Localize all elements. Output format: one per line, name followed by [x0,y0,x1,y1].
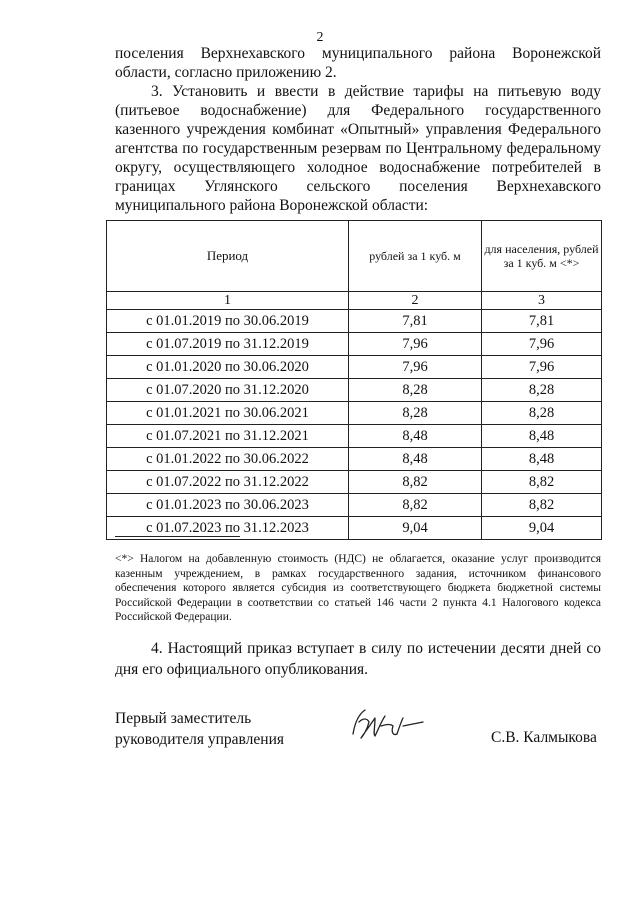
cell-period: с 01.01.2020 по 30.06.2020 [107,356,349,379]
tariff-table-body [107,221,602,540]
header-period: Период [107,221,349,292]
header-population-rate: для населения, рублей за 1 куб. м <*> [482,221,602,292]
table-row [107,379,602,402]
cell-population-rate: 8,28 [482,402,602,425]
page-number: 2 [316,30,324,45]
cell-period: с 01.07.2019 по 31.12.2019 [107,333,349,356]
cell-population-rate: 7,81 [482,310,602,333]
column-number: 1 [107,292,349,310]
table-row [107,333,602,356]
cell-period: с 01.01.2019 по 30.06.2019 [107,310,349,333]
cell-rate: 8,28 [349,402,482,425]
table-row [107,310,602,333]
cell-rate: 8,48 [349,425,482,448]
table-row [107,425,602,448]
cell-population-rate: 8,48 [482,425,602,448]
cell-rate: 7,96 [349,333,482,356]
signatory-title [115,708,284,750]
paragraph-clause-4: 4. Настоящий приказ вступает в силу по истечении десяти дней со дня его официального опубликования. [115,640,601,678]
table-row [107,356,602,379]
tariff-table [106,220,602,540]
cell-period: с 01.07.2023 по 31.12.2023 [107,517,349,540]
cell-rate: 8,82 [349,471,482,494]
cell-population-rate: 8,82 [482,494,602,517]
cell-population-rate: 8,28 [482,379,602,402]
table-row [107,448,602,471]
cell-period: с 01.07.2020 по 31.12.2020 [107,379,349,402]
cell-period: с 01.07.2022 по 31.12.2022 [107,471,349,494]
header-rate: рублей за 1 куб. м [349,221,482,292]
cell-population-rate: 8,82 [482,471,602,494]
table-row [107,494,602,517]
table-row [107,402,602,425]
paragraph-clause-3: 3. Установить и ввести в действие тарифы на питьевую воду (питьевое водоснабжение) для Федерального государственного казенного учреждения комбинат «Опытный» управления Федерального агентства по государственным резервам по Центральному федеральному округу, осуществляющего холодное водоснабжение потребителей в границах Углянского сельского поселения Верхнехавского муниципального района Воронежской области: [115,83,601,214]
cell-population-rate: 9,04 [482,517,602,540]
cell-period: с 01.01.2023 по 30.06.2023 [107,494,349,517]
cell-population-rate: 7,96 [482,333,602,356]
cell-rate: 9,04 [349,517,482,540]
body-text [115,44,601,215]
signatory-title-line-2: руководителя управления [115,731,285,748]
clause-4 [115,638,601,680]
cell-rate: 8,82 [349,494,482,517]
paragraph-continuation: поселения Верхнехавского муниципального района Воронежской области, согласно приложению 2. [115,45,601,81]
cell-population-rate: 7,96 [482,356,602,379]
signatory-title-line-1: Первый заместитель [115,710,252,727]
cell-rate: 8,28 [349,379,482,402]
cell-rate: 7,81 [349,310,482,333]
handwritten-signature [345,704,425,744]
cell-period: с 01.07.2021 по 31.12.2021 [107,425,349,448]
column-number: 3 [482,292,602,310]
cell-rate: 7,96 [349,356,482,379]
table-header-row [107,221,602,292]
cell-period: с 01.01.2022 по 30.06.2022 [107,448,349,471]
footnote-separator [115,536,240,537]
cell-population-rate: 8,48 [482,448,602,471]
column-number-row [107,292,602,310]
footnote: <*> Налогом на добавленную стоимость (НДС) не облагается, оказание услуг производится казенным учреждением, в рамках государственного задания, источником финансового обеспечения которого является субсидия из соответствующего бюджета бюджетной системы Российской Федерации в соответствии со статьей 146 части 2 пункта 4.1 Налогового кодекса Российской Федерации. [115,553,601,624]
cell-rate: 8,48 [349,448,482,471]
cell-period: с 01.01.2021 по 30.06.2021 [107,402,349,425]
signatory-name: С.В. Калмыкова [491,729,597,746]
table-row [107,471,602,494]
column-number: 2 [349,292,482,310]
